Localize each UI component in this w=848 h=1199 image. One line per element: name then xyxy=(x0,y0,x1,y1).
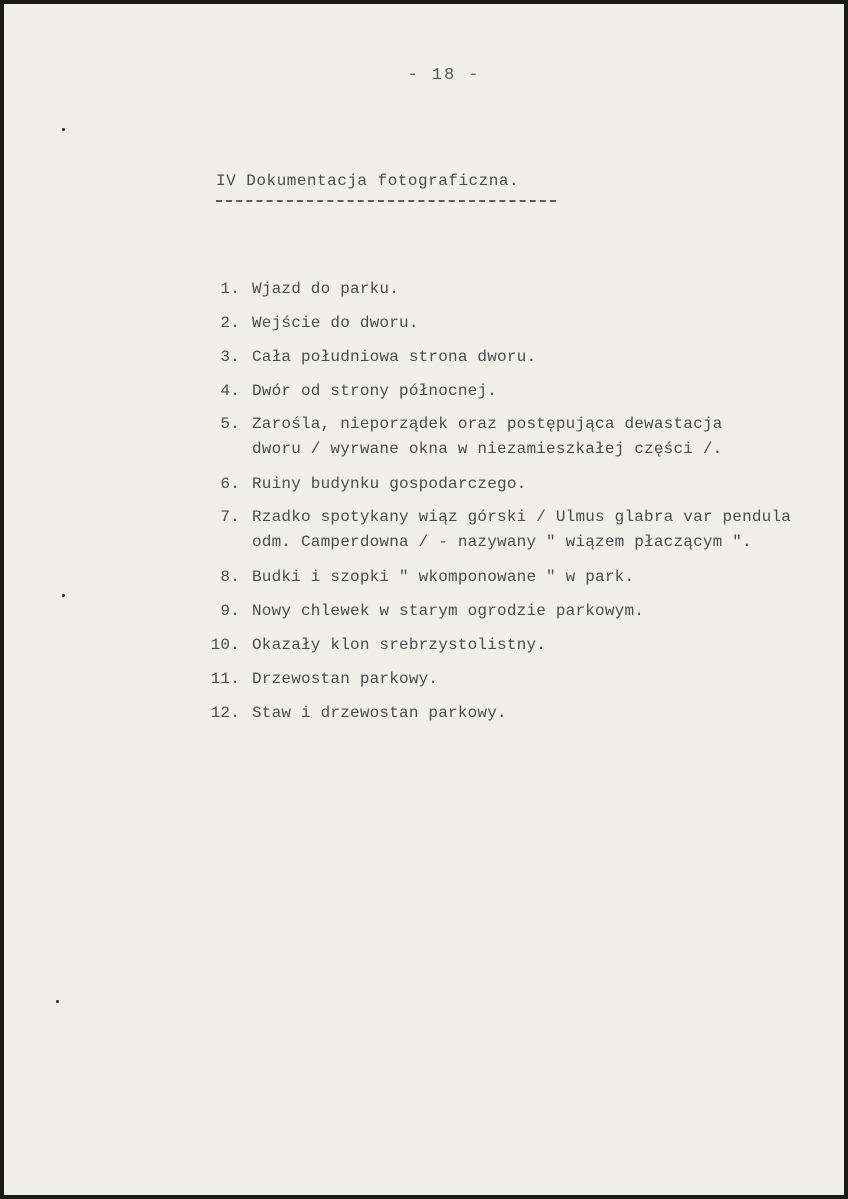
list-item xyxy=(200,505,840,555)
list-item xyxy=(200,467,840,501)
heading-underline xyxy=(216,200,556,202)
list-item xyxy=(200,662,840,696)
item-number: 6. xyxy=(220,475,240,493)
item-text: Nowy chlewek w starym ogrodzie parkowym. xyxy=(252,602,645,620)
page-number: - 18 - xyxy=(407,66,481,85)
list-item xyxy=(200,374,840,408)
list-item xyxy=(200,560,840,594)
document-page xyxy=(4,4,844,1195)
item-number: 2. xyxy=(220,314,240,332)
item-text-continued: dworu / wyrwane okna w niezamieszkałej części /. xyxy=(252,440,723,458)
item-text: Drzewostan parkowy. xyxy=(252,670,439,688)
item-number: 10. xyxy=(210,636,240,654)
section-heading: IV Dokumentacja fotograficzna. xyxy=(216,172,520,190)
item-text: Rzadko spotykany wiąz górski / Ulmus glabra var pendula xyxy=(252,508,792,526)
item-number: 9. xyxy=(220,602,240,620)
list-item xyxy=(200,306,840,340)
item-number: 7. xyxy=(220,508,240,526)
item-text: Zarośla, nieporządek oraz postępująca dewastacja xyxy=(252,415,723,433)
item-text: Wjazd do parku. xyxy=(252,280,400,298)
list-item xyxy=(200,412,840,462)
item-number: 11. xyxy=(210,670,240,688)
item-text-continued: odm. Camperdowna / - nazywany " wiązem płaczącym ". xyxy=(252,533,752,551)
item-text: Wejście do dworu. xyxy=(252,314,419,332)
list-item xyxy=(200,628,840,662)
item-text: Cała południowa strona dworu. xyxy=(252,348,537,366)
item-text: Budki i szopki " wkomponowane " w park. xyxy=(252,568,635,586)
item-text: Staw i drzewostan parkowy. xyxy=(252,704,507,722)
list-item xyxy=(200,272,840,306)
scan-speck xyxy=(62,128,65,131)
photo-list xyxy=(200,272,840,730)
item-number: 8. xyxy=(220,568,240,586)
scan-speck xyxy=(56,1000,59,1003)
item-text: Okazały klon srebrzystolistny. xyxy=(252,636,547,654)
scan-speck xyxy=(62,594,65,597)
list-item xyxy=(200,594,840,628)
item-number: 12. xyxy=(210,704,240,722)
item-number: 1. xyxy=(220,280,240,298)
item-number: 5. xyxy=(220,415,240,433)
item-text: Ruiny budynku gospodarczego. xyxy=(252,475,527,493)
item-text: Dwór od strony północnej. xyxy=(252,382,498,400)
list-item xyxy=(200,696,840,730)
item-number: 3. xyxy=(220,348,240,366)
item-number: 4. xyxy=(220,382,240,400)
list-item xyxy=(200,340,840,374)
